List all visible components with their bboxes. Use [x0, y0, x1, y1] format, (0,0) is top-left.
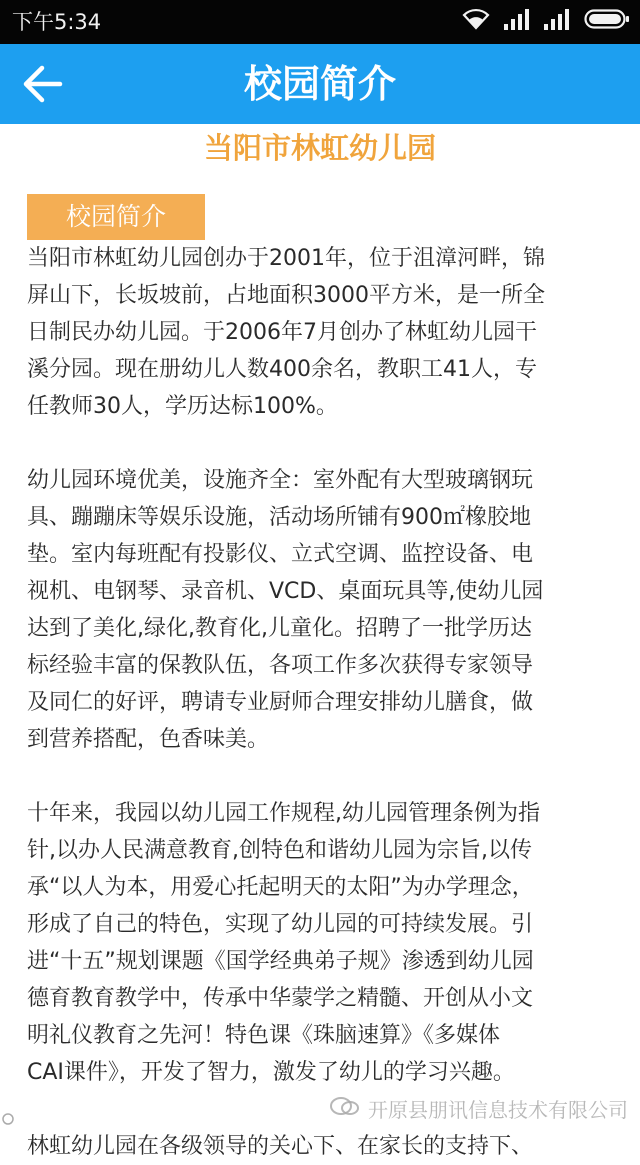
text-line: 幼儿园环境优美，设施齐全：室外配有大型玻璃钢玩 — [27, 468, 534, 493]
text-line: 及同仁的好评，聘请专业厨师合理安排幼儿膳食，做 — [27, 690, 534, 715]
text-line: 承“以人为本，用爱心托起明天的太阳”为办学理念， — [27, 875, 534, 900]
status-bar — [0, 0, 640, 44]
status-time: 下午5:34 — [12, 10, 102, 34]
corner-watermark-icon — [2, 1112, 14, 1129]
article-content — [0, 124, 640, 1159]
back-button[interactable] — [14, 60, 66, 108]
section-tag: 校园简介 — [27, 194, 205, 240]
signal-icon — [504, 8, 530, 34]
school-name-heading: 当阳市林虹幼儿园 — [203, 131, 436, 165]
article-body — [27, 240, 617, 1165]
paragraph-spacer — [27, 758, 617, 795]
paragraph — [27, 462, 617, 758]
text-line: 日制民办幼儿园。于2006年7月创办了林虹幼儿园干 — [27, 320, 537, 345]
text-line: 视机、电钢琴、录音机、VCD、桌面玩具等,使幼儿园 — [27, 579, 544, 604]
text-line: 进“十五”规划课题《国学经典弟子规》渗透到幼儿园 — [27, 949, 534, 974]
battery-icon — [584, 8, 630, 34]
text-line: 具、蹦蹦床等娱乐设施，活动场所铺有900㎡橡胶地 — [27, 505, 531, 530]
page-title: 校园简介 — [243, 62, 396, 106]
paragraph — [27, 795, 617, 1091]
text-line: 垫。室内每班配有投影仪、立式空调、监控设备、电 — [27, 542, 534, 567]
text-line: 形成了自己的特色，实现了幼儿园的可持续发展。引 — [27, 912, 534, 937]
wifi-icon — [462, 8, 490, 34]
paragraph-spacer — [27, 425, 617, 462]
text-line: 十年来，我园以幼儿园工作规程,幼儿园管理条例为指 — [27, 801, 540, 826]
back-arrow-icon — [14, 93, 66, 112]
text-line: 达到了美化,绿化,教育化,儿童化。招聘了一批学历达 — [27, 616, 532, 641]
text-line: 林虹幼儿园在各级领导的关心下、在家长的支持下、 — [27, 1134, 534, 1159]
paragraph — [27, 240, 617, 425]
app-bar — [0, 44, 640, 124]
text-line: 屏山下，长坂坡前，占地面积3000平方米，是一所全 — [27, 283, 545, 308]
text-line: 到营养搭配，色香味美。 — [27, 727, 270, 752]
text-line: 当阳市林虹幼儿园创办于2001年，位于沮漳河畔，锦 — [27, 246, 545, 271]
text-line: 针,以办人民满意教育,创特色和谐幼儿园为宗旨,以传 — [27, 838, 532, 863]
watermark-text: 开原县朋讯信息技术有限公司 — [368, 1097, 628, 1122]
paragraph — [27, 1128, 617, 1165]
text-line: 标经验丰富的保教队伍，各项工作多次获得专家领导 — [27, 653, 534, 678]
status-icons — [462, 10, 630, 34]
paragraph-spacer — [27, 1091, 617, 1128]
text-line: CAI课件》，开发了智力，激发了幼儿的学习兴趣。 — [27, 1060, 515, 1085]
text-line: 德育教育教学中，传承中华蒙学之精髓、开创从小文 — [27, 986, 534, 1011]
text-line: 溪分园。现在册幼儿人数400余名，教职工41人，专 — [27, 357, 537, 382]
text-line: 任教师30人，学历达标100%。 — [27, 394, 338, 419]
text-line: 明礼仪教育之先河！特色课《珠脑速算》《多媒体 — [27, 1023, 501, 1048]
signal-icon-secondary — [544, 8, 570, 34]
